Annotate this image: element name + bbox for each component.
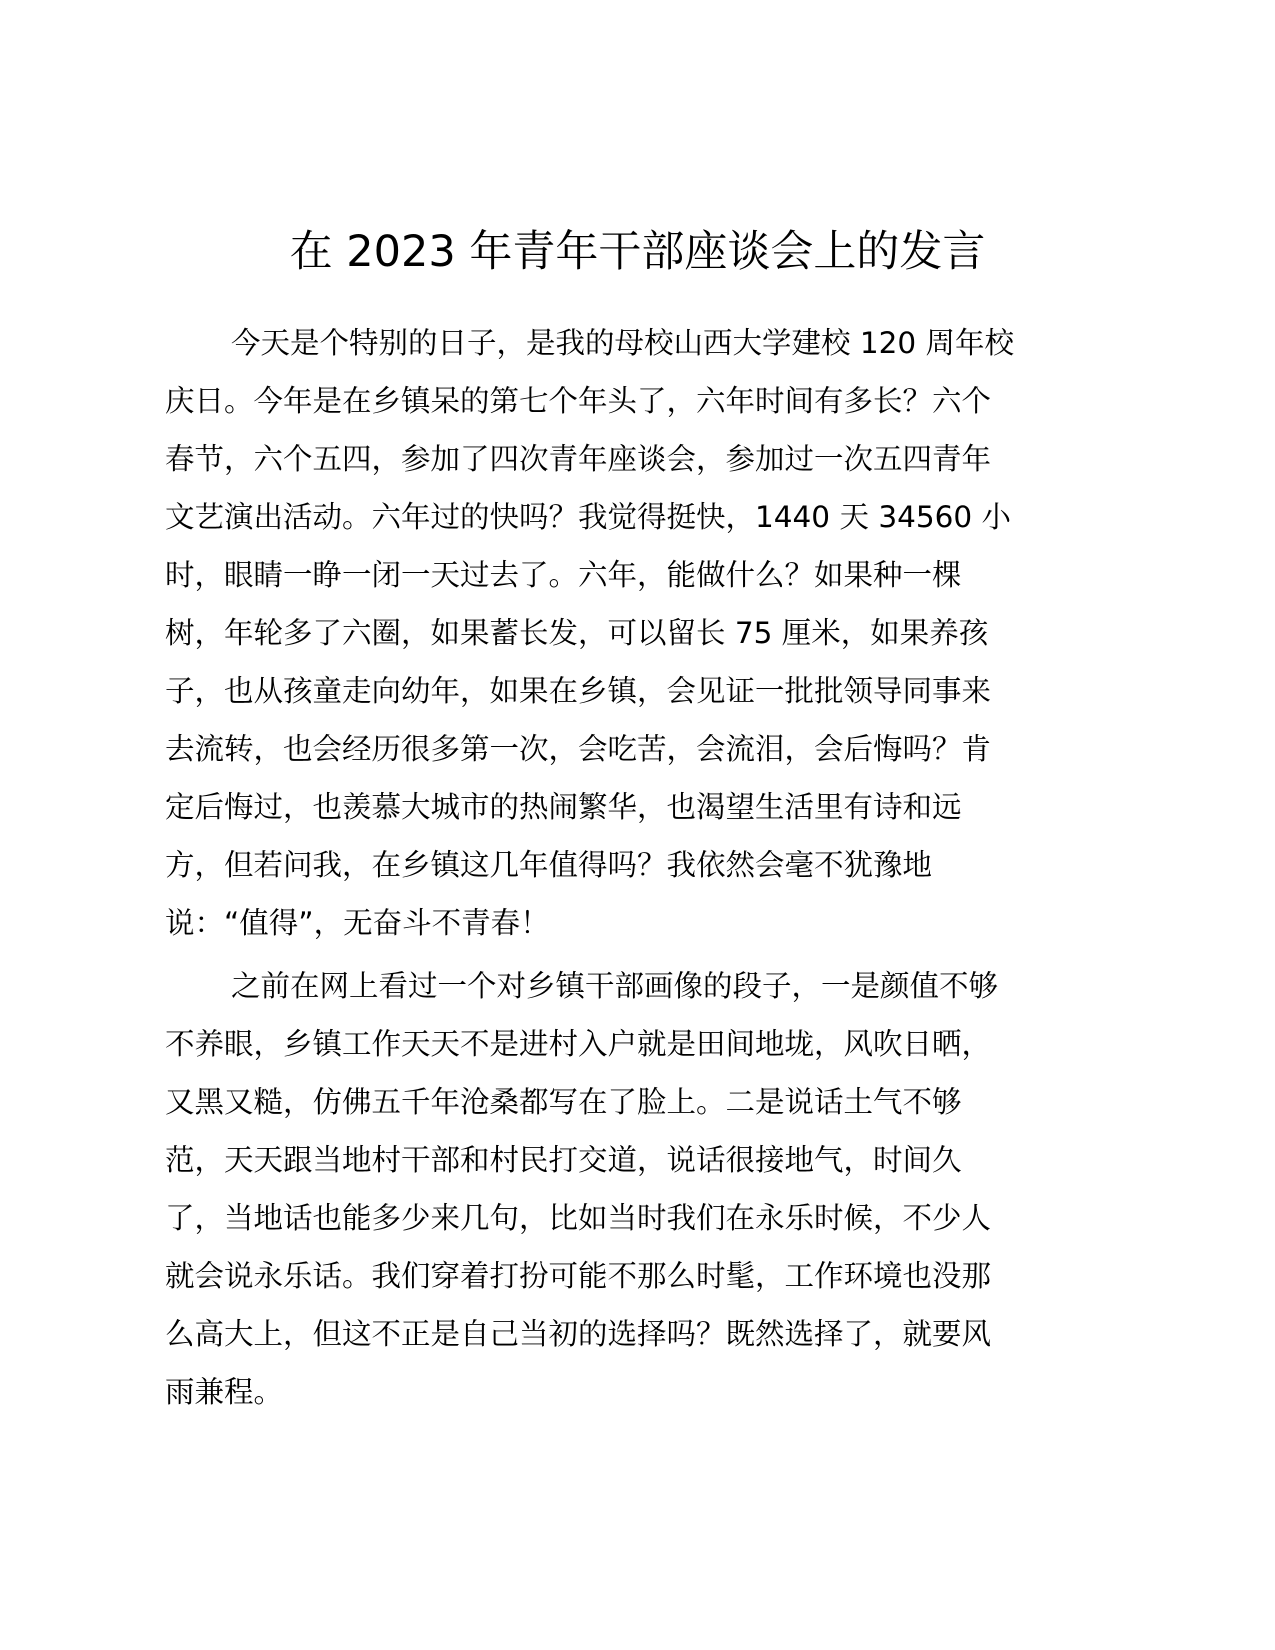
- text-line: 文艺演出活动。六年过的快吗？我觉得挺快，1440 天 34560 小: [165, 500, 1012, 534]
- text-line: 时，眼睛一睁一闭一天过去了。六年，能做什么？如果种一棵: [165, 558, 962, 592]
- text-line: 雨兼程。: [165, 1375, 284, 1409]
- paragraph-2: [165, 957, 1125, 1421]
- page-title: 在 2023 年青年干部座谈会上的发言: [289, 227, 986, 277]
- text-line: 之前在网上看过一个对乡镇干部画像的段子，一是颜值不够: [231, 969, 999, 1003]
- paragraph-1: [165, 314, 1125, 952]
- text-line: 定后悔过，也羡慕大城市的热闹繁华，也渴望生活里有诗和远: [165, 790, 962, 824]
- text-line: 子，也从孩童走向幼年，如果在乡镇，会见证一批批领导同事来: [165, 674, 992, 708]
- text-line: 去流转，也会经历很多第一次，会吃苦，会流泪，会后悔吗？肯: [165, 732, 992, 766]
- text-line: 又黑又糙，仿佛五千年沧桑都写在了脸上。二是说话土气不够: [165, 1085, 962, 1119]
- text-line: 说：“值得”，无奋斗不青春！: [165, 906, 550, 940]
- text-line: 春节，六个五四，参加了四次青年座谈会，参加过一次五四青年: [165, 442, 992, 476]
- text-line: 么高大上，但这不正是自己当初的选择吗？既然选择了，就要风: [165, 1317, 992, 1351]
- text-line: 树，年轮多了六圈，如果蓄长发，可以留长 75 厘米，如果养孩: [165, 616, 989, 650]
- text-line: 方，但若问我，在乡镇这几年值得吗？我依然会毫不犹豫地: [165, 848, 933, 882]
- text-line: 今天是个特别的日子，是我的母校山西大学建校 120 周年校: [231, 326, 1015, 360]
- text-line: 了，当地话也能多少来几句，比如当时我们在永乐时候，不少人: [165, 1201, 992, 1235]
- text-line: 就会说永乐话。我们穿着打扮可能不那么时髦，工作环境也没那: [165, 1259, 992, 1293]
- text-line: 不养眼，乡镇工作天天不是进村入户就是田间地垅，风吹日晒，: [165, 1027, 992, 1061]
- text-line: 庆日。今年是在乡镇呆的第七个年头了，六年时间有多长？六个: [165, 384, 992, 418]
- text-line: 范，天天跟当地村干部和村民打交道，说话很接地气，时间久: [165, 1143, 962, 1177]
